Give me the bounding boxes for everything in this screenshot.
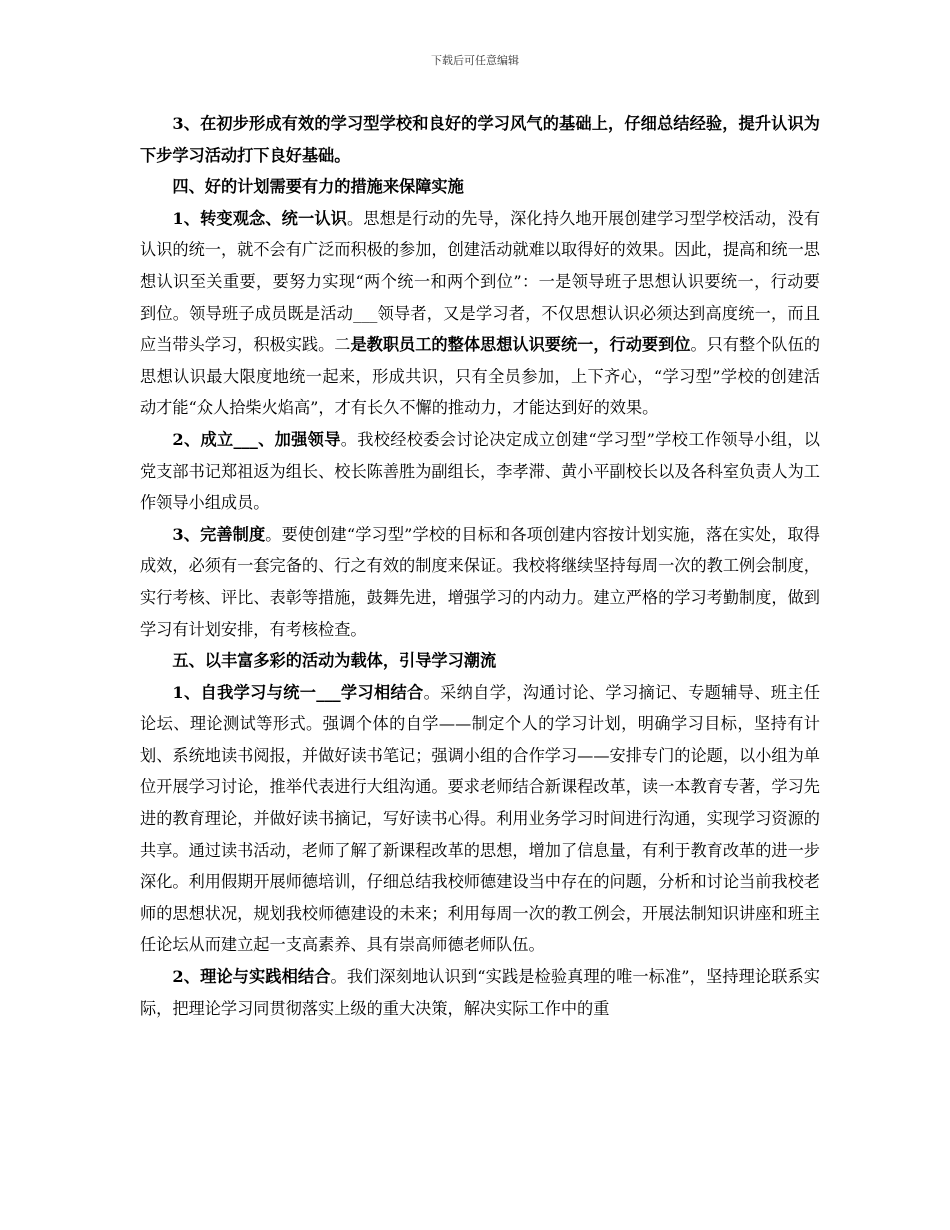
paragraph-text: 。采纳自学，沟通讨论、学习摘记、专题辅导、班主任论坛、理论测试等形式。强调个体的自学——制定个人的学习计划，明确学习目标，坚持有计划、系统地读书阅报，并做好读书笔记；强调小组的合作学习——安排专门的论题，以小组为单位开展学习讨论，推举代表进行大组沟通。要求老师结合新课程改革，读一本教育专著，学习先进的教育理论，并做好读书摘记，写好读书心得。利用业务学习时间进行沟通，实现学习资源的共享。通过读书活动，老师了解了新课程改革的思想，增加了信息量，有利于教育改革的进一步深化。利用假期开展师德培训，仔细总结我校师德建设当中存在的问题，分析和讨论当前我校老师的思想状况，规划我校师德建设的未来；利用每周一次的教工例会，开展法制知识讲座和班主任论坛从而建立起一支高素养、具有崇高师德老师队伍。 [140, 682, 821, 955]
paragraph-system [140, 519, 820, 645]
paragraph-text: 。我们深刻地认识到“实践是检验真理的唯一标准”，坚持理论联系实际，把理论学习同贯彻落实上级的重大决策，解决实际工作中的重 [140, 967, 820, 1018]
paragraph-text: 。要使创建“学习型”学校的目标和各项创建内容按计划实施，落在实处，取得成效，必须有一套完备的、行之有效的制度来保证。我校将继续坚持每周一次的教工例会制度，实行考核、评比、表彰等措施，鼓舞先进，增强学习的内动力。建立严格的学习考勤制度，做到学习有计划安排，有考核检查。 [140, 524, 820, 639]
paragraph-lead: 1、自我学习与统一___学习相结合 [172, 682, 424, 702]
paragraph-lead: 3、完善制度 [172, 524, 266, 544]
paragraph-bold-inline: 是教职员工的整体思想认识要统一，行动要到位 [350, 335, 691, 355]
paragraph-text: 。思想是行动的先导，深化持久地开展创建学习型学校活动，没有认识的统一，就不会有广泛而积极的参加，创建活动就难以取得好的效果。因此，提高和统一思想认识至关重要，要努力实现“两个统一和两个到位”：一是领导班子思想认识要统一，行动要到位。领导班子成员既是活动___领导者，又是学习者，不仅思想认识必须达到高度统一，而且应当带头学习，积极实践。二 [140, 208, 821, 355]
paragraph-self-study [140, 677, 820, 961]
paragraph-summary-3 [140, 108, 820, 171]
section-heading-5: 五、以丰富多彩的活动为载体，引导学习潮流 [172, 651, 497, 671]
document-body [140, 108, 820, 1024]
paragraph-text-cont: 。只有整个队伍的思想认识最大限度地统一起来，形成共识，只有全员参加，上下齐心，“学习型”学校的创建活动才能“众人拾柴火焰高”，才有长久不懈的推动力，才能达到好的效果。 [140, 335, 821, 418]
paragraph-leadership [140, 424, 820, 519]
paragraph-bold: 3、在初步形成有效的学习型学校和良好的学习风气的基础上，仔细总结经验，提升认识为下步学习活动打下良好基础。 [140, 114, 820, 165]
paragraph-lead: 2、成立___、加强领导 [172, 429, 341, 449]
paragraph-lead: 1、转变观念、统一认识 [172, 208, 347, 228]
section-heading-4: 四、好的计划需要有力的措施来保障实施 [172, 177, 464, 197]
paragraph-theory-practice [140, 961, 820, 1024]
paragraph-change-concept [140, 203, 820, 424]
paragraph-lead: 2、理论与实践相结合 [172, 967, 331, 987]
page-header: 下载后可任意编辑 [431, 54, 519, 67]
paragraph-text: 。我校经校委会讨论决定成立创建“学习型”学校工作领导小组，以党支部书记郑祖返为组长、校长陈善胜为副组长，李孝滞、黄小平副校长以及各科室负责人为工作领导小组成员。 [140, 429, 820, 513]
